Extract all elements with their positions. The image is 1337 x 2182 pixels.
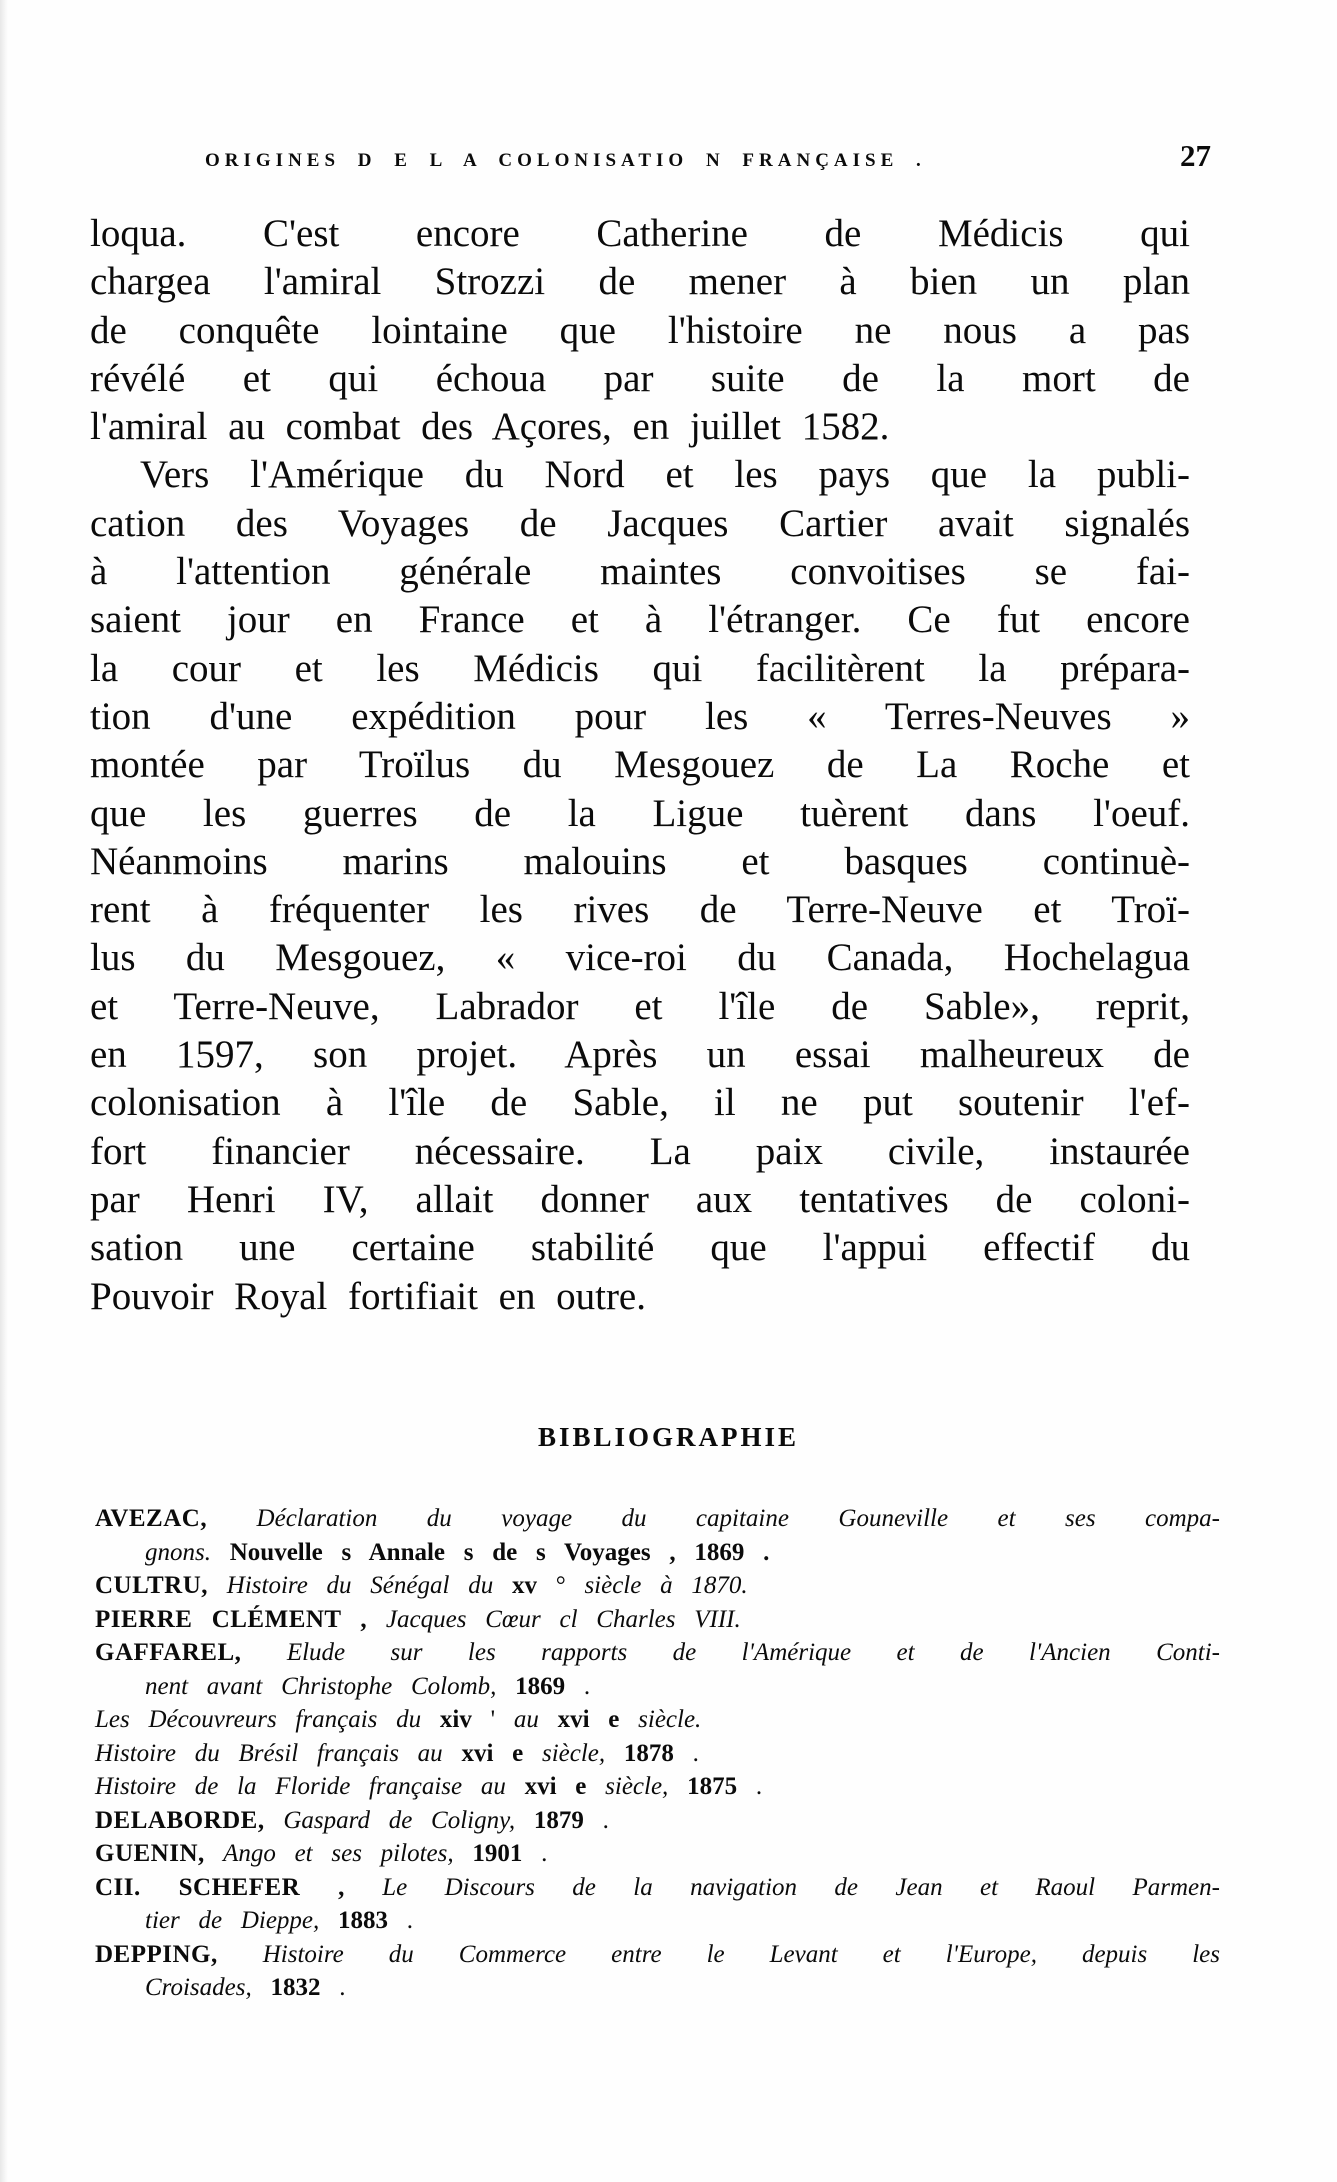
bib-text-segment: Ango et ses pilotes, [204,1840,473,1867]
body-text-line: fort financier nécessaire. La paix civile, instaurée [90,1129,1190,1173]
bibliography-line [95,1837,1220,1871]
bib-author: CULTRU, [95,1572,209,1599]
bib-text-segment: siècle, [586,1773,688,1800]
bibliography-line [95,1938,1220,1972]
bib-author: DELABORDE, [95,1806,265,1834]
bib-text-segment: tier de Dieppe, [145,1907,339,1934]
body-text-line: de conquête lointaine que l'histoire ne nous a pas [90,308,1190,352]
bibliography-heading: BIBLIOGRAPHIE [537,1422,800,1452]
body-text-line: colonisation à l'île de Sable, il ne put soutenir l'ef- [90,1081,1190,1125]
bibliography-line [95,1770,1220,1804]
bib-text-segment: . [522,1840,548,1867]
bibliography-line [95,1971,1220,2005]
bib-text-segment: nent avant Christophe Colomb, [145,1672,516,1700]
bib-text-segment: Histoire du Brésil français au [95,1739,462,1767]
bib-text-segment: Croisades, [145,1974,271,2001]
body-text-line: chargea l'amiral Strozzi de mener à bien un plan [90,260,1190,304]
bib-author: GAFFAREL, [95,1639,242,1666]
body-text-line: que les guerres de la Ligue tuèrent dans l'oeuf. [90,791,1190,835]
bib-text-segment: Histoire du Sénégal du [208,1572,512,1599]
bib-text-segment: 1832 [270,1974,321,2001]
body-text-line: lus du Mesgouez, « vice-roi du Canada, Hochelagua [90,936,1190,980]
bib-text-segment: 1901 [472,1840,523,1867]
body-text-line: montée par Troïlus du Mesgouez de La Roche et [90,743,1190,787]
bib-text-segment: Jacques Cœur cl Charles VIII. [367,1605,741,1633]
running-title: ORIGINES D E L A COLONISATIO N FRANÇAISE . [205,150,926,171]
bib-text-segment: xv [511,1572,537,1599]
bib-text-segment: xvi e [524,1773,587,1800]
bibliography-line [95,1569,1220,1603]
bibliography-line [95,1737,1220,1771]
body-text-line: Pouvoir Royal fortifiait en outre. [90,1274,646,1318]
bib-text-segment: siècle, [523,1739,624,1767]
bibliography-line [95,1636,1220,1670]
bib-text-segment: . [320,1974,346,2001]
bibliography-line [95,1536,1220,1570]
bib-text-segment: 1869 [515,1672,566,1700]
bib-text-segment: Le Discours de la navigation de Jean et Raoul Parmen- [344,1873,1220,1901]
bib-text-segment: . [737,1773,763,1800]
bib-text-segment: . [583,1806,609,1834]
bib-text-segment: xiv [439,1706,472,1733]
body-text-line: sation une certaine stabilité que l'appui effectif du [90,1226,1190,1270]
bibliography-line [95,1502,1220,1536]
bib-text-segment: ° [536,1572,585,1599]
body-text-line: l'amiral au combat des Açores, en juillet 1582. [90,405,890,449]
bib-author: CII. SCHEFER , [95,1873,345,1901]
bib-text-segment: Déclaration du voyage du capitaine Gouneville et ses compa- [207,1505,1220,1532]
body-text-line: Néanmoins marins malouins et basques continuè- [90,839,1190,883]
body-text-line: tion d'une expédition pour les « Terres-Neuves » [90,694,1190,738]
body-text-line: Vers l'Amérique du Nord et les pays que la publi- [140,453,1190,497]
bib-text-segment: Gaspard de Coligny, [264,1806,534,1834]
body-text-line: loqua. C'est encore Catherine de Médicis qui [90,212,1190,255]
body-text-line: saient jour en France et à l'étranger. Ce fut encore [90,598,1190,642]
bib-author: AVEZAC, [95,1505,208,1532]
bib-text-segment: . [565,1672,591,1700]
bib-text-segment: Nouvelle s Annale s de s Voyages , 1869 . [229,1538,770,1566]
bib-text-segment: Histoire du Commerce entre le Levant et l'Europe, depuis les [217,1940,1220,1968]
bibliography-line [95,1904,1220,1938]
bibliography-line [95,1871,1220,1905]
bibliography-line [95,1703,1220,1737]
bib-text-segment: 1883 [338,1907,389,1934]
bib-text-segment: xvi e [557,1706,620,1733]
body-text-line: la cour et les Médicis qui facilitèrent la prépara- [90,646,1190,690]
bib-text-segment: gnons. [145,1538,230,1566]
bibliography-list [95,1502,1220,2005]
bib-author: GUENIN, [95,1840,205,1867]
bib-text-segment: Elude sur les rapports de l'Amérique et de l'Ancien Conti- [241,1639,1220,1666]
body-text-line: à l'attention générale maintes convoitises se fai- [90,550,1190,594]
body-text-line: révélé et qui échoua par suite de la mort de [90,356,1190,400]
scan-edge-artifact [0,0,8,2182]
bib-text-segment: 1878 [623,1739,674,1767]
bib-text-segment: . [388,1907,414,1934]
body-text-line: en 1597, son projet. Après un essai malheureux de [90,1033,1190,1077]
body-text-line: par Henri IV, allait donner aux tentatives de coloni- [90,1177,1190,1221]
bibliography-line [95,1670,1220,1704]
page-number: 27 [1180,138,1211,173]
bib-text-segment: 1875 [687,1773,738,1800]
bib-text-segment: au [513,1706,558,1733]
body-text-line: cation des Voyages de Jacques Cartier avait signalés [90,501,1190,545]
body-text [90,210,1190,1321]
bibliography-line [95,1603,1220,1637]
bib-text-segment: Les Découvreurs français du [95,1706,440,1733]
bib-text-segment: 1879 [533,1806,584,1834]
bib-text-segment: Histoire de la Floride française au [95,1773,525,1800]
bib-text-segment: . [673,1739,699,1767]
body-text-line: rent à fréquenter les rives de Terre-Neuve et Troï- [90,888,1190,932]
bib-text-segment: xvi e [461,1739,524,1767]
bibliography-line [95,1804,1220,1838]
bib-text-segment: ' [471,1706,514,1733]
bib-text-segment: siècle à 1870. [584,1572,748,1599]
bib-text-segment: siècle. [619,1706,702,1733]
bib-author: PIERRE CLÉMENT , [95,1605,368,1633]
bib-author: DEPPING, [95,1940,218,1968]
body-text-line: et Terre-Neuve, Labrador et l'île de Sable», reprit, [90,984,1190,1028]
